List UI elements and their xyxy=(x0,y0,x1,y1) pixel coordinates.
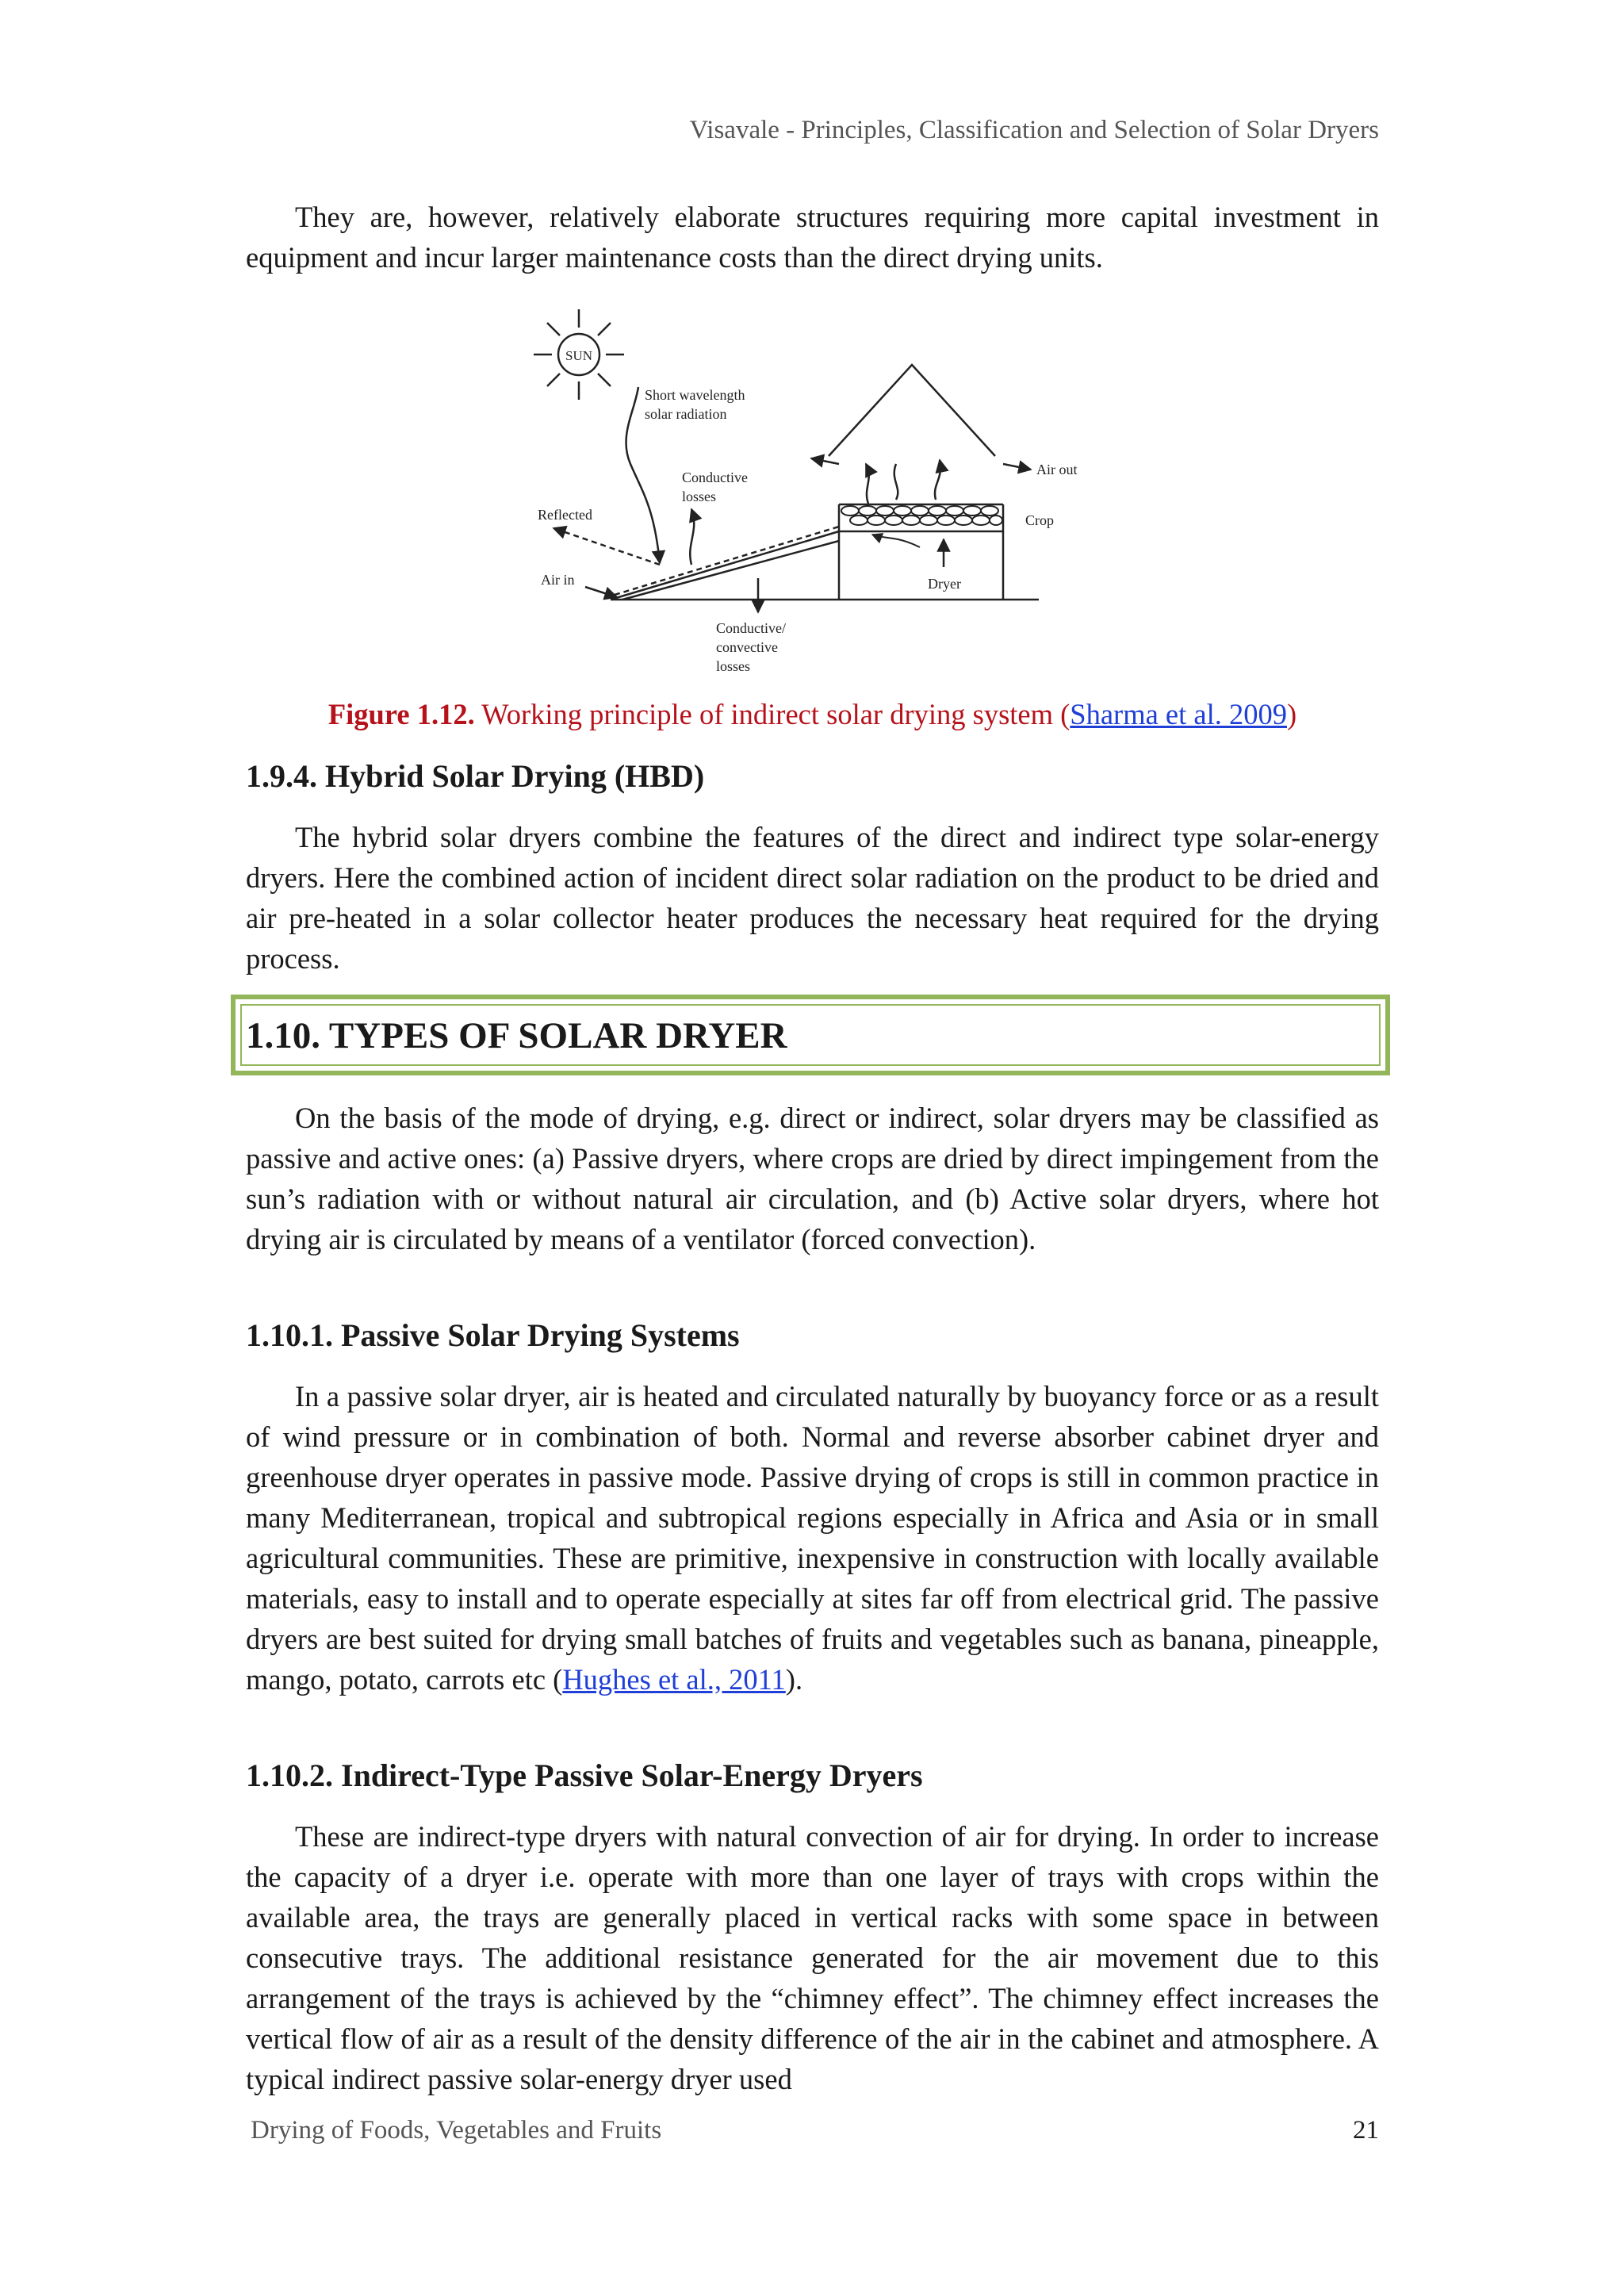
air-in-label: Air in xyxy=(541,572,575,588)
passive-citation-link[interactable]: Hughes et al., 2011 xyxy=(562,1663,786,1696)
airflow-arrow-3 xyxy=(935,460,940,500)
conductive-label-1: Conductive xyxy=(682,470,748,485)
footer-book-title: Drying of Foods, Vegetables and Fruits xyxy=(251,2116,662,2145)
caption-label: Figure 1.12. xyxy=(327,698,475,730)
intro-paragraph: They are, however, relatively elaborate structures requiring more capital investment in equipment and incur larger maintenance costs than the direct drying units. xyxy=(246,201,1379,274)
figure-caption xyxy=(246,695,1379,734)
passive-paragraph xyxy=(246,1376,1379,1700)
indirect-paragraph: These are indirect-type dryers with natural convection of air for drying. In order to increase the capacity of a dryer i.e. operate with more than one layer of trays with crops within the available area, the trays are generally placed in vertical racks with some space in between consecutive trays. The additional resistance generated for the air movement due to this arrangement of the trays is achieved by the “chimney effect”. The chimney effect increases the vertical flow of air as a result of the density difference of the air in the cabinet and atmosphere. A typical indirect passive solar-energy dryer used xyxy=(246,1820,1379,2095)
conductive-label-2: losses xyxy=(682,489,717,504)
hybrid-paragraph: The hybrid solar dryers combine the features of the direct and indirect type solar-energy dryers. Here the combined action of incident direct solar radiation on the product to be dried and air pre-heated in a solar collector heater produces the necessary heat required for the drying process. xyxy=(246,821,1379,975)
conv-label-1: Conductive/ xyxy=(716,620,786,636)
passive-text-end: ). xyxy=(785,1663,803,1696)
crop-layer xyxy=(841,506,1002,525)
solar-collector xyxy=(611,527,839,600)
caption-citation-link[interactable]: Sharma et al. 2009 xyxy=(1070,698,1287,730)
short-wave-label-1: Short wavelength xyxy=(645,387,745,403)
indirect-solar-dryer-diagram xyxy=(523,301,1102,682)
indirect-heading: 1.10.2. Indirect-Type Passive Solar-Energy Dryers xyxy=(246,1757,923,1793)
air-out-arrow-right xyxy=(1003,464,1031,470)
reflected-label: Reflected xyxy=(538,507,592,523)
crop-label: Crop xyxy=(1025,512,1054,528)
air-out-label: Air out xyxy=(1036,462,1078,477)
dryer-label: Dryer xyxy=(928,576,961,592)
running-header: Visavale - Principles, Classification and Selection of Solar Dryers xyxy=(689,116,1379,144)
hybrid-heading: 1.9.4. Hybrid Solar Drying (HBD) xyxy=(246,758,705,794)
airflow-arrow-2 xyxy=(894,464,898,500)
conv-label-3: losses xyxy=(716,658,751,674)
passive-heading: 1.10.1. Passive Solar Drying Systems xyxy=(246,1317,740,1353)
conv-label-2: convective xyxy=(716,639,778,655)
reflected-arrow xyxy=(553,528,660,565)
caption-end: ) xyxy=(1286,698,1297,730)
sun-label: SUN xyxy=(565,348,593,363)
types-paragraph: On the basis of the mode of drying, e.g. direct or indirect, solar dryers may be classified as passive and active ones: (a) Passive dryers, where crops are dried by direct impingement from the sun’s radiation with or without natural air circulation, and (b) Active solar dryers, where hot drying air is circulated by means of a ventilator (forced convection). xyxy=(246,1102,1379,1255)
passive-text: In a passive solar dryer, air is heated and circulated naturally by buoyancy force or as a result of wind pressure or in combination of both. Normal and reverse absorber cabinet dryer and greenhouse dryer operates in passive mode. Passive drying of crops is still in common practice in many Mediterranean, tropical and subtropical regions especially in Africa and Asia or in small agricultural communities. These are primitive, inexpensive in construction with locally available materials, easy to install and to operate especially at sites far off from electrical grid. The passive dryers are best suited for drying small batches of fruits and vegetables such as banana, pineapple, mango, potato, carrots etc ( xyxy=(246,1380,1379,1696)
airflow-arrow-1 xyxy=(866,464,869,504)
conductive-loss-arrow xyxy=(690,509,694,565)
section-title: 1.10. TYPES OF SOLAR DRYER xyxy=(246,1015,787,1056)
short-wave-label-2: solar radiation xyxy=(645,406,727,422)
air-in-arrow xyxy=(585,587,617,597)
caption-text: Working principle of indirect solar drying system ( xyxy=(474,698,1071,730)
air-out-arrow-left xyxy=(811,458,839,464)
page-footer xyxy=(251,2116,1379,2145)
airflow-arrow-4 xyxy=(872,535,920,547)
dryer-cabinet xyxy=(829,365,1039,600)
page-number: 21 xyxy=(1353,2116,1379,2145)
